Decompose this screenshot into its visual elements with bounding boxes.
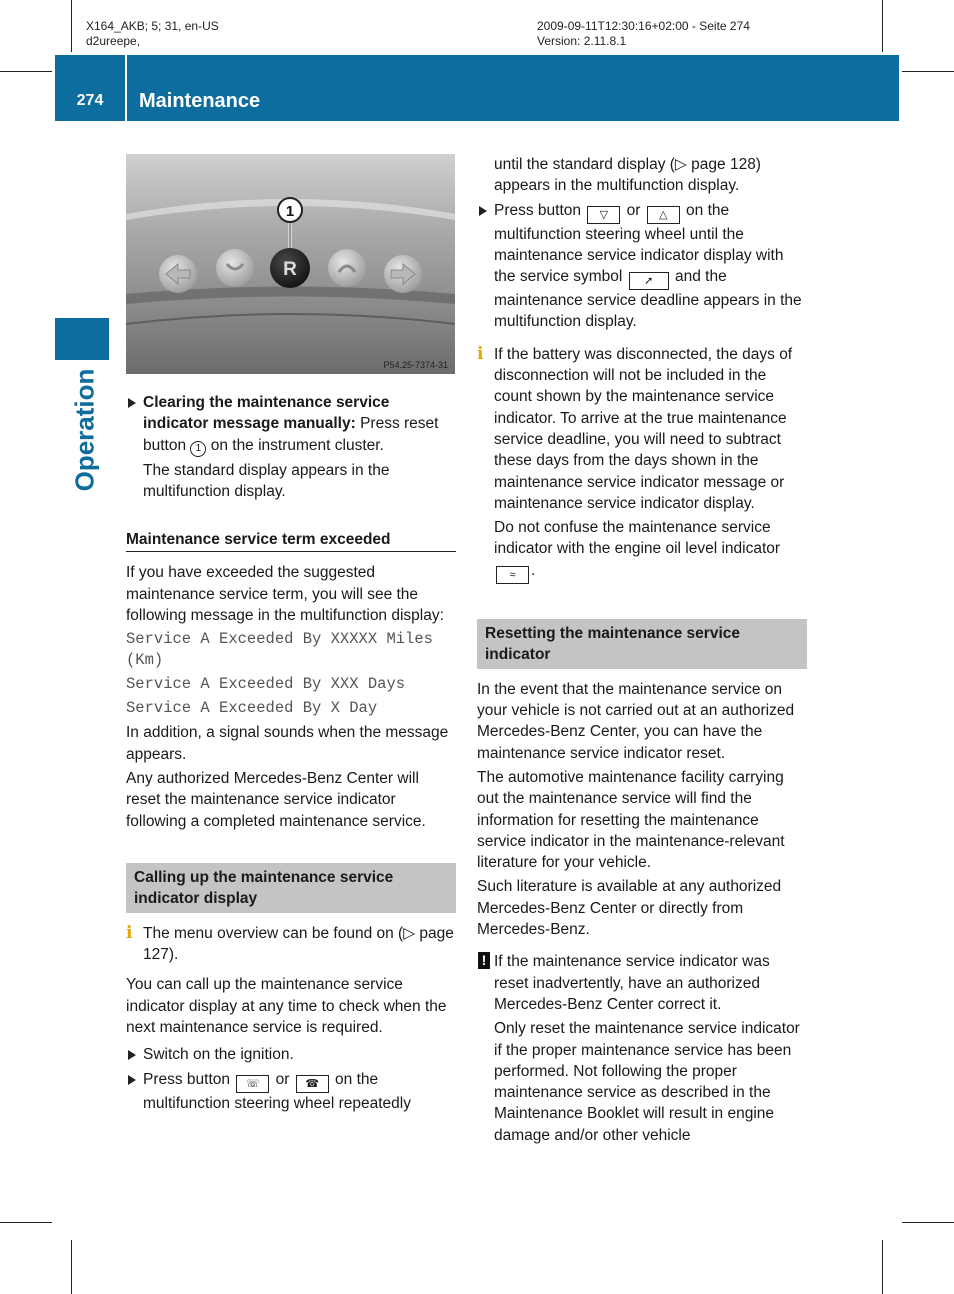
page-number: 274: [76, 92, 104, 109]
reset-paragraph-3: Such literature is available at any authorized Mercedes-Benz Center or directly from Mercedes-Benz.: [477, 878, 782, 939]
header-divider: [125, 55, 127, 121]
info-icon: i: [477, 343, 484, 364]
reset-paragraph: Any authorized Mercedes-Benz Center will reset the maintenance service indicator following a completed maintenance service.: [126, 769, 426, 830]
callout-circle-icon: 1: [190, 441, 206, 457]
message-3: Service A Exceeded By X Day: [126, 699, 378, 718]
down-button-icon: ▽: [587, 206, 620, 224]
reset-heading: Resetting the maintenance service indicator: [477, 619, 807, 669]
doc-id: X164_AKB; 5; 31, en-US: [86, 19, 219, 33]
info-battery: i If the battery was disconnected, the days of disconnection will not be included in the count shown by the maintenance service indicator. To arrive at the true maintenance service deadline, you will need to subtract these days from the days shown in the maintenance service indicator message or maintenance service indicator display.: [477, 343, 793, 512]
crop-mark: [71, 0, 72, 52]
calling-heading: Calling up the maintenance service indicator display: [126, 863, 456, 913]
crop-mark: [902, 1222, 954, 1223]
step-press-buttons: Press button ☏ or ☎ on the multifunction steering wheel repeatedly: [126, 1069, 456, 1114]
print-meta-left: [86, 19, 219, 49]
info-oil: Do not confuse the maintenance service indicator with the engine oil level indicator ≈ .: [477, 517, 807, 584]
phone-end-button-icon: ☎: [296, 1075, 329, 1093]
term-heading: Maintenance service term exceeded: [126, 529, 456, 552]
version: Version: 2.11.8.1: [537, 34, 627, 48]
phone-button-icon: ☏: [236, 1075, 269, 1093]
instrument-cluster-photo: [126, 154, 455, 374]
crop-mark: [882, 0, 883, 52]
crop-mark: [0, 71, 52, 72]
warning-continued: Only reset the maintenance service indicator if the proper maintenance service has been performed. Not following the proper maintenance service as described in the Maintenance Booklet will result in engine damage and/or other vehicle: [494, 1020, 800, 1144]
clear-result: The standard display appears in the multifunction display.: [143, 461, 390, 500]
continued-text: until the standard display (▷ page 128) appears in the multifunction display.: [494, 156, 761, 195]
up-button: [328, 249, 366, 287]
instrument-cluster-illustration: [126, 154, 455, 374]
warning-note: ! If the maintenance service indicator was reset inadvertently, have an authorized Mercedes-Benz Center correct it.: [477, 951, 807, 1015]
step-ignition: Switch on the ignition.: [126, 1044, 456, 1065]
oil-level-icon: ≈: [496, 566, 529, 584]
term-paragraph: If you have exceeded the suggested maintenance service term, you will see the following message in the multifunction display:: [126, 564, 444, 625]
warning-icon: !: [478, 952, 490, 969]
header-bar: [55, 55, 899, 121]
info-icon: i: [126, 922, 133, 943]
print-meta-right: [537, 19, 750, 49]
reset-paragraph-1: In the event that the maintenance service on your vehicle is not carried out at an authorized Mercedes-Benz Center, you can have the maintenance service indicator reset.: [477, 680, 795, 762]
up-button-icon: △: [647, 206, 680, 224]
reset-paragraph-2: The automotive maintenance facility carrying out the maintenance service will find the information for resetting the maintenance service indicator in the maintenance-relevant literature for your vehicle.: [477, 768, 785, 872]
signal-paragraph: In addition, a signal sounds when the message appears.: [126, 724, 449, 763]
reset-button-label: R: [283, 259, 297, 280]
clear-instruction: Clearing the maintenance service indicator message manually: Press reset button 1 on the instrument cluster.: [126, 392, 456, 457]
right-column: [477, 154, 807, 1149]
figure-code: P54.25-7374-31: [383, 360, 448, 370]
callout-number: 1: [285, 203, 295, 220]
wrench-icon: ➚: [629, 272, 669, 290]
side-tab-marker: [55, 318, 109, 360]
step-press-up-down: Press button ▽ or △ on the multifunction steering wheel until the maintenance service indicator display with the service symbol ➚ and the maintenance service deadline appears in the multifunction display.: [477, 200, 807, 333]
message-2: Service A Exceeded By XXX Days: [126, 675, 406, 694]
crop-mark: [0, 1222, 52, 1223]
left-column: [126, 392, 456, 1117]
crop-mark: [902, 71, 954, 72]
side-tab-label: Operation: [69, 368, 100, 492]
author: d2ureepe,: [86, 34, 141, 48]
page-title: Maintenance: [139, 90, 261, 112]
crop-mark: [71, 1240, 72, 1294]
timestamp: 2009-09-11T12:30:16+02:00 - Seite 274: [537, 19, 750, 33]
calling-paragraph: You can call up the maintenance service indicator display at any time to check when the next maintenance service is required.: [126, 976, 447, 1037]
message-1: Service A Exceeded By XXXXX Miles (Km): [126, 630, 433, 670]
crop-mark: [882, 1240, 883, 1294]
info-note: i The menu overview can be found on (▷ page 127).: [126, 922, 454, 964]
